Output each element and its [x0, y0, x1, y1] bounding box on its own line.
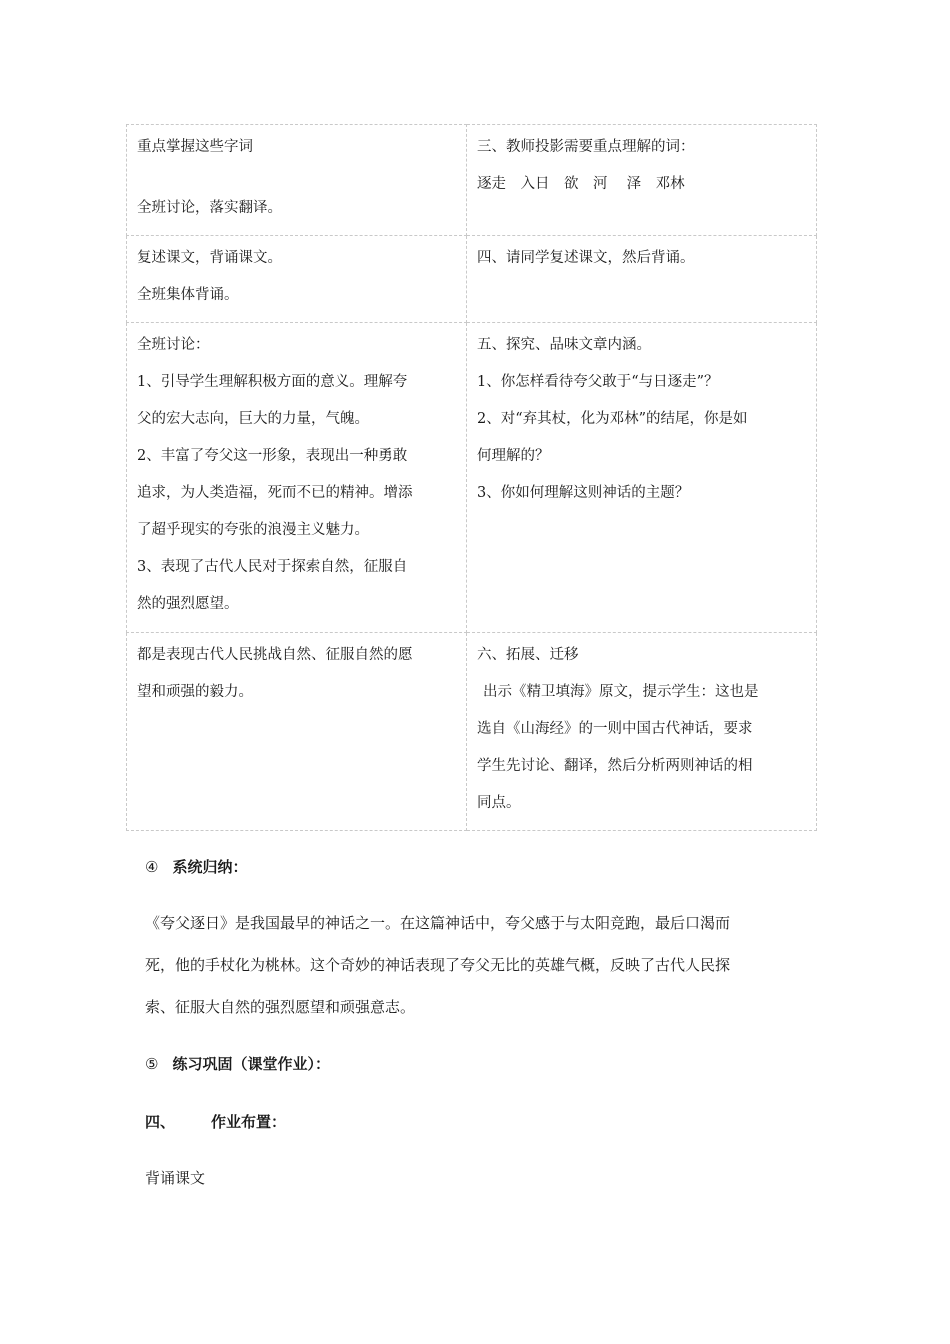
paragraph-line: 《夸父逐日》是我国最早的神话之一。在这篇神话中，夸父感于与太阳竞跑，最后口渴而: [145, 914, 731, 932]
homework-number: 四、: [145, 1113, 176, 1131]
paragraph-line: 索、征服大自然的强烈愿望和顽强意志。: [145, 998, 416, 1016]
cell-line: 选自《山海经》的一则中国古代神话，要求: [477, 721, 753, 737]
cell-line: 了超乎现实的夸张的浪漫主义魅力。: [137, 522, 369, 538]
table-row: [127, 633, 817, 831]
practice-title: 练习巩固（课堂作业）：: [172, 1055, 330, 1073]
cell-line: 望和顽强的毅力。: [137, 684, 253, 700]
cell-line: 六、拓展、迁移: [477, 647, 579, 663]
table-row: [127, 323, 817, 633]
teacher-activity-cell: [467, 633, 817, 831]
cell-line: 五、探究、品味文章内涵。: [477, 337, 651, 353]
cell-line: 全班讨论，落实翻译。: [137, 200, 282, 216]
cell-line: 1、引导学生理解积极方面的意义。理解夸: [137, 374, 408, 390]
homework-title: 作业布置：: [211, 1113, 287, 1131]
cell-line: 同点。: [477, 795, 521, 811]
cell-line: 然的强烈愿望。: [137, 596, 239, 612]
summary-title: 系统归纳：: [172, 858, 248, 876]
cell-line: 3、你如何理解这则神话的主题？: [477, 485, 690, 501]
cell-line: 追求，为人类造福，死而不已的精神。增添: [137, 485, 413, 501]
paragraph-line: 死，他的手杖化为桃林。这个奇妙的神话表现了夸父无比的英雄气概，反映了古代人民探: [145, 956, 731, 974]
summary-number: ④: [145, 858, 159, 876]
cell-line: 3、表现了古代人民对于探索自然，征服自: [137, 559, 408, 575]
lesson-plan-table: [126, 124, 817, 831]
cell-line: 父的宏大志向，巨大的力量，气魄。: [137, 411, 369, 427]
student-activity-cell: [127, 633, 467, 831]
student-activity-cell: [127, 323, 467, 633]
cell-line: 2、丰富了夸父这一形象，表现出一种勇敢: [137, 448, 408, 464]
practice-heading: [145, 1053, 330, 1074]
cell-line: 1、你怎样看待夸父敢于“与日逐走”？: [477, 374, 719, 390]
summary-heading: [145, 856, 247, 877]
cell-line: 全班集体背诵。: [137, 287, 239, 303]
homework-heading: [145, 1111, 286, 1132]
cell-line: 全班讨论：: [137, 337, 210, 353]
cell-line: 出示《精卫填海》原文，提示学生：这也是: [483, 684, 759, 700]
cell-line: 重点掌握这些字词: [137, 139, 253, 155]
practice-number: ⑤: [145, 1055, 159, 1073]
cell-line: 2、对“弃其杖，化为邓林”的结尾，你是如: [477, 411, 748, 427]
cell-line: 学生先讨论、翻译，然后分析两则神话的相: [477, 758, 753, 774]
cell-line: 何理解的？: [477, 448, 550, 464]
cell-line: 都是表现古代人民挑战自然、征服自然的愿: [137, 647, 413, 663]
teacher-activity-cell: [467, 323, 817, 633]
summary-paragraph: [145, 902, 815, 1028]
homework-content: 背诵课文: [145, 1169, 206, 1187]
table-row: [127, 236, 817, 323]
teacher-activity-cell: [467, 125, 817, 236]
cell-line: 逐走 入日 欲 河 泽 邓林: [477, 176, 685, 192]
table-row: [127, 125, 817, 236]
cell-line: 三、教师投影需要重点理解的词：: [477, 139, 695, 155]
cell-line: 四、请同学复述课文，然后背诵。: [477, 250, 695, 266]
cell-line: 复述课文，背诵课文。: [137, 250, 282, 266]
student-activity-cell: [127, 236, 467, 323]
cell-gap: [137, 166, 458, 190]
teacher-activity-cell: [467, 236, 817, 323]
student-activity-cell: [127, 125, 467, 236]
